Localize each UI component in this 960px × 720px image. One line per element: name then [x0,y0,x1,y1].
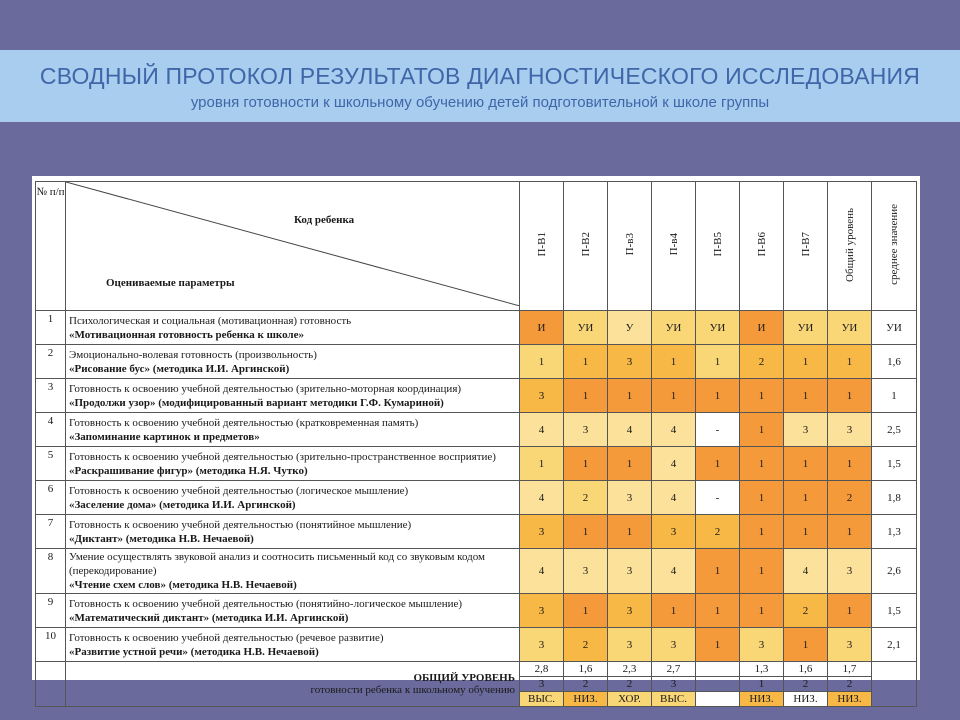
table-row [36,515,917,549]
total-score-cell: 3 [652,677,696,692]
row-parameter [66,594,520,628]
score-cell: УИ [652,311,696,345]
row-number: 2 [36,345,66,379]
results-table [35,181,917,707]
score-cell: 4 [520,413,564,447]
parameter-method: «Диктант» (методика Н.В. Нечаевой) [69,532,254,545]
col-header-average: среднее значение [872,182,917,311]
row-number: 5 [36,447,66,481]
score-cell: УИ [828,311,872,345]
page-title: СВОДНЫЙ ПРОТОКОЛ РЕЗУЛЬТАТОВ ДИАГНОСТИЧЕСКОГО ИССЛЕДОВАНИЯ [39,63,921,89]
parameter-method: «Мотивационная готовность ребенка к школе» [69,328,304,341]
col-header: П-В6 [740,182,784,311]
total-score-cell [696,677,740,692]
score-cell: 1 [652,345,696,379]
score-cell: 1 [784,481,828,515]
total-avg-cell [696,662,740,677]
parameter-name: Готовность к освоению учебной деятельностью (зрительно-моторная координация) [69,382,462,395]
total-label [66,662,520,707]
score-cell: 3 [520,379,564,413]
score-cell: 1 [520,447,564,481]
parameter-method: «Развитие устной речи» (методика Н.В. Нечаевой) [69,645,319,658]
table-row [36,549,917,594]
row-parameter [66,481,520,515]
score-cell: 3 [520,594,564,628]
total-avg-cell: 2,7 [652,662,696,677]
score-cell: 3 [652,628,696,662]
score-cell: 3 [608,628,652,662]
score-cell: 1 [564,447,608,481]
score-cell: 4 [652,481,696,515]
score-cell: 1 [652,594,696,628]
table-row [36,345,917,379]
score-cell: 1 [696,549,740,594]
total-level-cell: ВЫС. [520,692,564,707]
score-cell: 4 [608,413,652,447]
total-avg-row [36,662,917,677]
total-num-cell [36,662,66,707]
parameter-method: «Запоминание картинок и предметов» [69,430,260,443]
num-header: № п/п [36,182,66,311]
row-parameter [66,515,520,549]
corner-params-label: Оцениваемые параметры [106,277,235,289]
corner-code-label: Код ребенка [294,214,355,226]
average-cell: 1,3 [872,515,917,549]
parameter-name: Эмоционально-волевая готовность (произвольность) [69,348,317,361]
score-cell: 2 [564,628,608,662]
total-level-cell: НИЗ. [740,692,784,707]
row-number: 4 [36,413,66,447]
score-cell: 3 [740,628,784,662]
score-cell: 1 [828,345,872,379]
average-cell: 2,5 [872,413,917,447]
score-cell: 1 [608,379,652,413]
total-score-cell: 2 [564,677,608,692]
parameter-method: «Математический диктант» (методика И.И. Аргинской) [69,611,349,624]
total-score-cell: 2 [828,677,872,692]
parameter-method: «Продолжи узор» (модифицированный вариант методики Г.Ф. Кумариной) [69,396,444,409]
score-cell: 3 [828,628,872,662]
total-label-bold: ОБЩИЙ УРОВЕНЬ [413,672,515,684]
total-avg-cell: 1,3 [740,662,784,677]
score-cell: 1 [828,447,872,481]
score-cell: 1 [740,379,784,413]
score-cell: 3 [652,515,696,549]
score-cell: УИ [696,311,740,345]
score-cell: 1 [740,594,784,628]
parameter-name: Готовность к освоению учебной деятельностью (понятийное мышление) [69,518,412,531]
total-avg-cell: 2,3 [608,662,652,677]
table-row [36,594,917,628]
total-score-cell: 2 [784,677,828,692]
table-row [36,311,917,345]
score-cell: 1 [696,628,740,662]
average-cell: УИ [872,311,917,345]
col-header-overall: Общий уровень [828,182,872,311]
score-cell: 3 [520,515,564,549]
parameter-name: Готовность к освоению учебной деятельностью (логическое мышление) [69,484,409,497]
total-label-sub: готовности ребенка к школьному обучению [310,684,515,696]
score-cell: 4 [520,549,564,594]
score-cell: 1 [740,481,784,515]
score-cell: 1 [696,345,740,379]
score-cell: 1 [828,515,872,549]
total-avg-cell: 1,6 [564,662,608,677]
score-cell: УИ [784,311,828,345]
page-subtitle: уровня готовности к школьному обучению детей подготовительной к школе группы [190,94,770,111]
row-number: 6 [36,481,66,515]
score-cell: У [608,311,652,345]
score-cell: 1 [784,515,828,549]
total-empty-cell [872,662,917,707]
score-cell: 1 [784,628,828,662]
table-row [36,481,917,515]
total-score-cell: 1 [740,677,784,692]
score-cell: 3 [828,413,872,447]
score-cell: 1 [564,594,608,628]
corner-header [66,182,520,311]
score-cell: 3 [608,481,652,515]
parameter-method: «Заселение дома» (методика И.И. Аргинской) [69,498,296,511]
row-number: 3 [36,379,66,413]
parameter-name: Готовность к освоению учебной деятельностью (понятийно-логическое мышление) [69,597,463,610]
row-parameter [66,345,520,379]
score-cell: 3 [608,345,652,379]
total-level-cell [696,692,740,707]
score-cell: 2 [784,594,828,628]
total-level-cell: НИЗ. [784,692,828,707]
score-cell: 3 [564,549,608,594]
score-cell: - [696,481,740,515]
average-cell: 2,1 [872,628,917,662]
total-level-cell: ХОР. [608,692,652,707]
score-cell: 3 [828,549,872,594]
score-cell: 3 [608,594,652,628]
score-cell: УИ [564,311,608,345]
parameter-name: Готовность к освоению учебной деятельностью (кратковременная память) [69,416,419,429]
parameter-name: Умение осуществлять звуковой анализ и соотносить письменный код со звуковым кодом (перекодирование) [69,551,486,577]
row-number: 7 [36,515,66,549]
score-cell: И [740,311,784,345]
row-number: 8 [36,549,66,594]
parameter-method: «Чтение схем слов» (методика Н.В. Нечаевой) [69,579,297,591]
score-cell: 1 [784,379,828,413]
total-level-cell: ВЫС. [652,692,696,707]
score-cell: 1 [520,345,564,379]
col-header: П-В1 [520,182,564,311]
parameter-name: Готовность к освоению учебной деятельностью (зрительно-пространственное восприятие) [69,450,496,463]
parameter-name: Психологическая и социальная (мотивационная) готовность [69,314,352,327]
score-cell: 4 [652,549,696,594]
average-cell: 1,8 [872,481,917,515]
parameter-method: «Раскрашивание фигур» (методика Н.Я. Чутко) [69,464,308,477]
total-level-cell: НИЗ. [564,692,608,707]
average-cell: 1,5 [872,447,917,481]
table-header-row [36,182,917,311]
col-header: П-В5 [696,182,740,311]
row-number: 1 [36,311,66,345]
average-cell: 1,6 [872,345,917,379]
score-cell: 1 [740,447,784,481]
col-header: П-В2 [564,182,608,311]
score-cell: 4 [520,481,564,515]
row-number: 9 [36,594,66,628]
score-cell: 1 [564,345,608,379]
col-header: П-в4 [652,182,696,311]
row-parameter [66,379,520,413]
score-cell: 4 [652,413,696,447]
average-cell: 1 [872,379,917,413]
score-cell: И [520,311,564,345]
score-cell: 3 [784,413,828,447]
score-cell: 1 [828,379,872,413]
row-parameter [66,549,520,594]
parameter-name: Готовность к освоению учебной деятельностью (речевое развитие) [69,631,384,644]
col-header: П-В7 [784,182,828,311]
score-cell: 2 [740,345,784,379]
row-parameter [66,628,520,662]
score-cell: 1 [564,379,608,413]
score-cell: 1 [652,379,696,413]
average-cell: 2,6 [872,549,917,594]
score-cell: 3 [608,549,652,594]
score-cell: - [696,413,740,447]
score-cell: 1 [784,447,828,481]
parameter-method: «Рисование бус» (методика И.И. Аргинской) [69,362,290,375]
score-cell: 1 [740,515,784,549]
protocol-sheet [32,176,920,705]
table-row [36,379,917,413]
col-header: П-в3 [608,182,652,311]
table-row [36,628,917,662]
row-number: 10 [36,628,66,662]
total-avg-cell: 1,6 [784,662,828,677]
row-parameter [66,311,520,345]
table-row [36,447,917,481]
score-cell: 1 [564,515,608,549]
score-cell: 1 [608,447,652,481]
score-cell: 1 [740,413,784,447]
score-cell: 3 [520,628,564,662]
score-cell: 1 [696,594,740,628]
score-cell: 1 [784,345,828,379]
score-cell: 4 [784,549,828,594]
score-cell: 2 [696,515,740,549]
total-avg-cell: 2,8 [520,662,564,677]
average-cell: 1,5 [872,594,917,628]
header-band [0,50,960,122]
row-parameter [66,413,520,447]
score-cell: 2 [828,481,872,515]
total-score-cell: 2 [608,677,652,692]
score-cell: 1 [740,549,784,594]
score-cell: 1 [828,594,872,628]
row-parameter [66,447,520,481]
total-avg-cell: 1,7 [828,662,872,677]
score-cell: 1 [608,515,652,549]
total-score-cell: 3 [520,677,564,692]
total-level-cell: НИЗ. [828,692,872,707]
score-cell: 4 [652,447,696,481]
score-cell: 1 [696,447,740,481]
score-cell: 1 [696,379,740,413]
score-cell: 2 [564,481,608,515]
table-row [36,413,917,447]
score-cell: 3 [564,413,608,447]
